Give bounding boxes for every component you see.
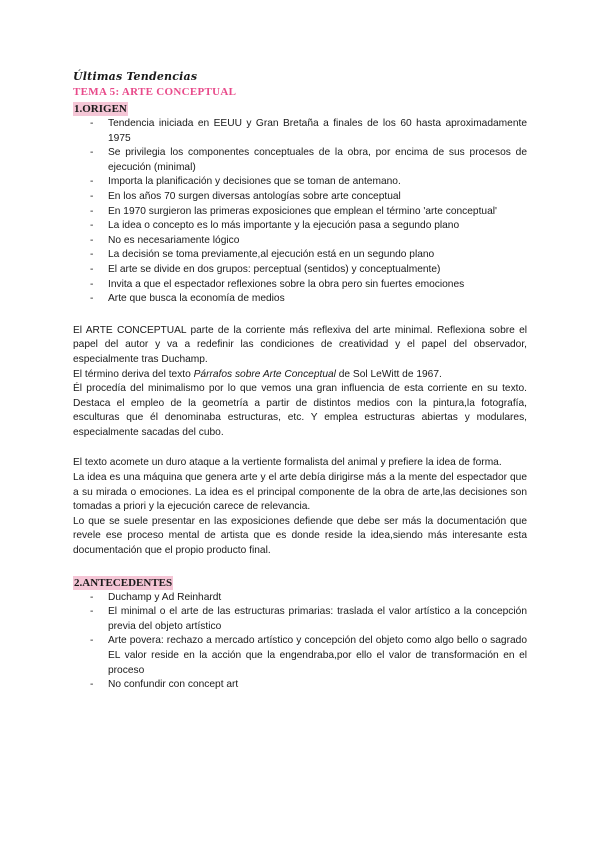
list-item: - El arte se divide en dos grupos: perceptual (sentidos) y conceptualmente) [73,263,527,278]
antecedentes-bullet-list [73,591,527,693]
paragraph: La idea es una máquina que genera arte y el arte debía dirigirse más a la mente del espectador que a su mirada o emociones. La idea es el principal componente de la obra de arte,las decisiones son tomadas a priori y la ejecución carece de relevancia. [73,472,527,513]
document-title: Últimas Tendencias [73,70,198,83]
list-item: - No es necesariamente lógico [73,234,527,249]
list-item: - La idea o concepto es lo más importante y la ejecución pasa a segundo plano [73,219,527,234]
list-item: - En los años 70 surgen diversas antologías sobre arte conceptual [73,190,527,205]
document-page [73,70,527,693]
origen-bullet-list [73,117,527,307]
list-item: - Invita a que el espectador reflexiones sobre la obra pero sin fuertes emociones [73,278,527,293]
list-item: - Importa la planificación y decisiones que se toman de antemano. [73,175,527,190]
paragraph: El texto acomete un duro ataque a la vertiente formalista del animal y prefiere la idea de forma. [73,457,502,469]
list-item: - Tendencia iniciada en EEUU y Gran Bretaña a finales de los 60 hasta aproximadamente 1975 [73,117,527,146]
section-heading-antecedentes: 2.ANTECEDENTES [74,576,173,589]
paragraph: Él procedía del minimalismo por lo que vemos una gran influencia de esta corriente en su texto. Destaca el empleo de la geometría a partir de distintos medios con la pintura,la fotografía, esculturas que él denominaba estructuras, etc. Y emplea estructuras abiertas y modulares, especialmente sacadas del cubo. [73,383,527,438]
paragraph-lewitt: El término deriva del texto Párrafos sobre Arte Conceptual de Sol LeWitt de 1967. [73,368,442,380]
section-antecedentes [73,573,527,693]
list-item: - La decisión se toma previamente,al ejecución está en un segundo plano [73,248,527,263]
topic-title: TEMA 5: ARTE CONCEPTUAL [73,86,237,98]
list-item: - En 1970 surgieron las primeras exposiciones que emplean el término 'arte conceptual' [73,205,527,220]
list-item: - El minimal o el arte de las estructuras primarias: traslada el valor artístico a la concepción previa del objeto artístico [73,605,527,634]
section-heading-origen: 1.ORIGEN [74,103,127,115]
paragraph: El ARTE CONCEPTUAL parte de la corriente más reflexiva del arte minimal. Reflexiona sobre el papel del autor y va a redefinir las condiciones de creatividad y el papel del observador, especialmente tras Duchamp. [73,324,527,365]
paragraph: Lo que se suele presentar en las exposiciones defiende que debe ser más la documentación que revele ese proceso mental de artista que es donde reside la idea,siendo más interesante esta documentación que el propio producto final. [73,515,527,557]
list-item: - Arte povera: rechazo a mercado artístico y concepción del objeto como algo bello o sagrado EL valor reside en la acción que la engendraba,por ello el valor de transformación en el proceso [73,634,527,678]
section-origen [73,99,527,559]
list-item: - Arte que busca la economía de medios [73,292,527,307]
list-item: - Se privilegia los componentes conceptuales de la obra, por encima de sus procesos de ejecución (minimal) [73,146,527,175]
list-item: - Duchamp y Ad Reinhardt [73,591,527,606]
list-item: - No confundir con concept art [73,678,527,693]
book-title: Párrafos sobre Arte Conceptual [193,368,336,380]
